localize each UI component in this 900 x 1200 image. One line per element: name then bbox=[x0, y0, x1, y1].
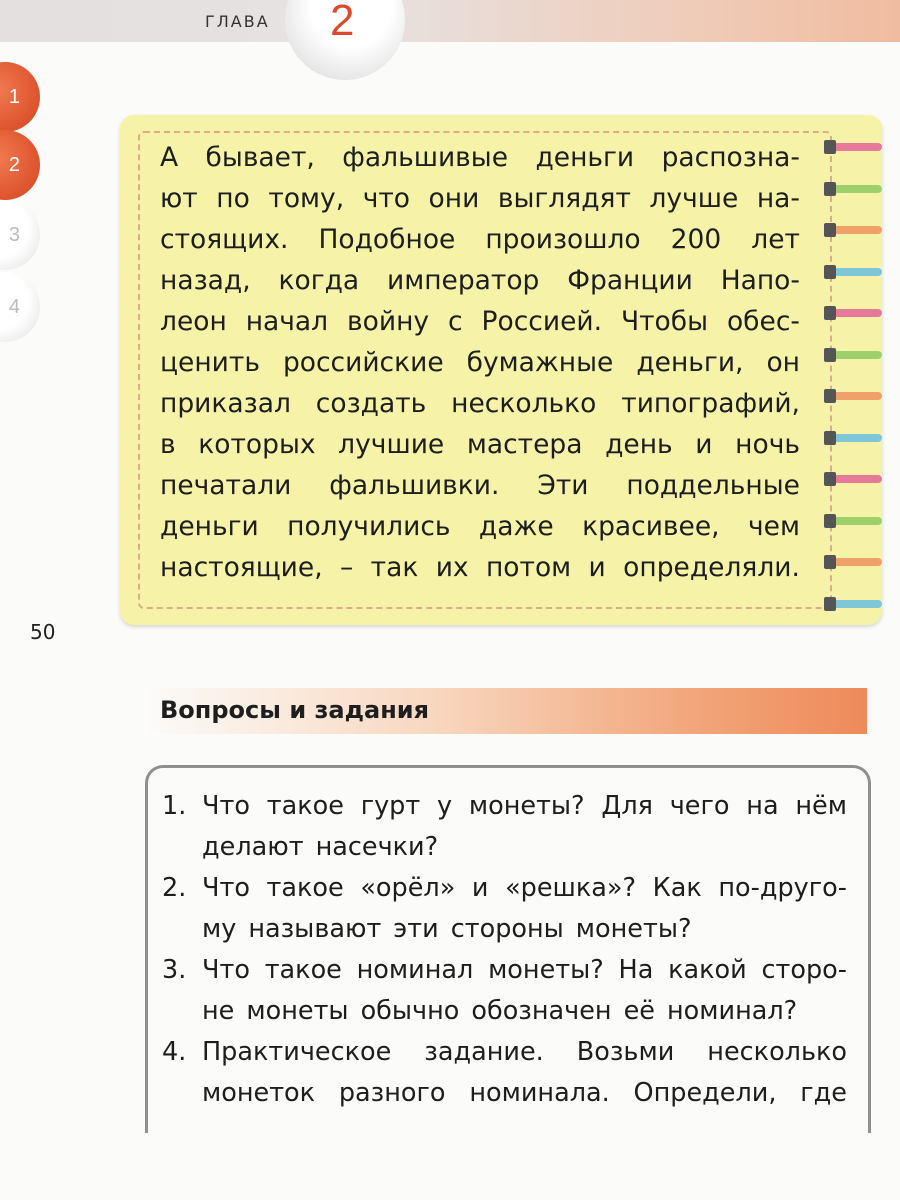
word: Возьми bbox=[576, 1037, 675, 1067]
word: монеты? bbox=[468, 791, 585, 821]
spiral-ring bbox=[824, 143, 882, 151]
word: распозна- bbox=[661, 142, 800, 173]
word: российские bbox=[282, 347, 444, 378]
word: какой bbox=[668, 955, 747, 985]
word: Что bbox=[202, 873, 250, 903]
word: тому, bbox=[268, 183, 345, 214]
word: на- bbox=[756, 183, 800, 214]
word: лучшие bbox=[338, 429, 445, 460]
word: такое bbox=[266, 873, 344, 903]
word: назад, bbox=[160, 265, 251, 296]
spiral-ring bbox=[824, 351, 882, 359]
word: несколько bbox=[707, 1037, 847, 1067]
question-item bbox=[162, 950, 847, 1032]
word: бывает, bbox=[205, 142, 315, 173]
word: называют bbox=[248, 914, 382, 944]
question-line bbox=[202, 786, 847, 827]
word: мастера bbox=[466, 429, 583, 460]
question-number: 1. bbox=[162, 791, 187, 821]
spiral-ring bbox=[824, 392, 882, 400]
word: создать bbox=[315, 388, 427, 419]
note-text bbox=[160, 137, 800, 588]
word: Чтобы bbox=[620, 306, 709, 337]
word: в bbox=[160, 429, 176, 460]
word: начал bbox=[245, 306, 329, 337]
word: Россией. bbox=[481, 306, 603, 337]
word: несколько bbox=[451, 388, 597, 419]
fact-note-card bbox=[120, 115, 882, 625]
note-line bbox=[160, 547, 800, 588]
word: даже bbox=[478, 511, 554, 542]
word: день bbox=[605, 429, 673, 460]
word: красивее, bbox=[582, 511, 720, 542]
question-line bbox=[202, 909, 847, 950]
word: ют bbox=[160, 183, 198, 214]
note-line bbox=[160, 137, 800, 178]
question-line bbox=[202, 1032, 847, 1073]
word: гурт bbox=[360, 791, 421, 821]
word: её bbox=[623, 996, 655, 1026]
question-line bbox=[202, 991, 847, 1032]
chapter-label: ГЛАВА bbox=[205, 12, 270, 31]
question-item bbox=[162, 1032, 847, 1114]
word: у bbox=[437, 791, 453, 821]
spiral-rings bbox=[824, 143, 882, 641]
word: Как bbox=[652, 873, 702, 903]
note-line bbox=[160, 506, 800, 547]
word: монеток bbox=[202, 1078, 316, 1108]
word: насечки? bbox=[315, 832, 439, 862]
note-line bbox=[160, 301, 800, 342]
question-item bbox=[162, 868, 847, 950]
word: выглядят bbox=[497, 183, 631, 214]
note-line bbox=[160, 424, 800, 465]
word: произошло bbox=[485, 224, 641, 255]
question-line bbox=[202, 950, 847, 991]
spiral-ring bbox=[824, 309, 882, 317]
word: Эти bbox=[537, 470, 589, 501]
word: – bbox=[340, 552, 354, 583]
word: ценить bbox=[160, 347, 260, 378]
word: номинал? bbox=[666, 996, 798, 1026]
section-heading-bar bbox=[145, 688, 867, 734]
note-line bbox=[160, 260, 800, 301]
word: лет bbox=[751, 224, 800, 255]
word: настоящие, bbox=[160, 552, 323, 583]
word: и bbox=[695, 429, 713, 460]
word: бумажные bbox=[466, 347, 614, 378]
word: делают bbox=[202, 832, 304, 862]
word: номинал bbox=[356, 955, 474, 985]
word: Франции bbox=[567, 265, 693, 296]
question-line bbox=[202, 868, 847, 909]
note-line bbox=[160, 178, 800, 219]
spiral-ring bbox=[824, 558, 882, 566]
word: му bbox=[202, 914, 237, 944]
word: получились bbox=[287, 511, 451, 542]
section-tab-2[interactable]: 2 bbox=[0, 130, 40, 200]
note-line bbox=[160, 465, 800, 506]
word: войну bbox=[347, 306, 430, 337]
question-number: 3. bbox=[162, 955, 187, 985]
word: они bbox=[428, 183, 480, 214]
word: стоящих. bbox=[160, 224, 289, 255]
word: он bbox=[766, 347, 800, 378]
spiral-ring bbox=[824, 185, 882, 193]
word: Для bbox=[601, 791, 653, 821]
question-item bbox=[162, 786, 847, 868]
word: обозначен bbox=[471, 996, 612, 1026]
word: нём bbox=[795, 791, 847, 821]
word: по-друго- bbox=[718, 873, 847, 903]
spiral-ring bbox=[824, 434, 882, 442]
word: с bbox=[448, 306, 463, 337]
word: обычно bbox=[360, 996, 460, 1026]
word: типографий, bbox=[621, 388, 800, 419]
word: эти bbox=[393, 914, 439, 944]
chapter-header-bar bbox=[0, 0, 900, 42]
word: не bbox=[202, 996, 235, 1026]
word: деньги bbox=[160, 511, 259, 542]
word: которых bbox=[198, 429, 316, 460]
word: такое bbox=[264, 955, 342, 985]
section-tab-1[interactable]: 1 bbox=[0, 62, 40, 132]
chapter-number: 2 bbox=[330, 0, 355, 45]
word: номинала. bbox=[469, 1078, 610, 1108]
section-heading: Вопросы и задания bbox=[160, 696, 430, 724]
word: А bbox=[160, 142, 179, 173]
word: на bbox=[746, 791, 779, 821]
spiral-ring bbox=[824, 268, 882, 276]
word: такое bbox=[266, 791, 344, 821]
word: Определи, bbox=[633, 1078, 777, 1108]
question-text bbox=[202, 786, 847, 868]
word: император bbox=[387, 265, 540, 296]
word: их bbox=[435, 552, 469, 583]
question-number: 4. bbox=[162, 1037, 187, 1067]
spiral-ring bbox=[824, 226, 882, 234]
word: Что bbox=[202, 955, 250, 985]
word: задание. bbox=[424, 1037, 544, 1067]
word: что bbox=[362, 183, 410, 214]
word: так bbox=[370, 552, 419, 583]
word: Практическое bbox=[202, 1037, 392, 1067]
note-line bbox=[160, 383, 800, 424]
word: стороны bbox=[450, 914, 564, 944]
question-text bbox=[202, 868, 847, 950]
word: фальшивки. bbox=[329, 470, 500, 501]
word: На bbox=[618, 955, 654, 985]
word: деньги, bbox=[636, 347, 744, 378]
word: монеты? bbox=[575, 914, 692, 944]
question-text bbox=[202, 950, 847, 1032]
word: «решка»? bbox=[505, 873, 637, 903]
word: «орёл» bbox=[360, 873, 456, 903]
word: ночь bbox=[735, 429, 800, 460]
word: разного bbox=[338, 1078, 446, 1108]
spiral-ring bbox=[824, 517, 882, 525]
word: леон bbox=[160, 306, 227, 337]
word: и bbox=[588, 552, 606, 583]
question-line bbox=[202, 1073, 847, 1114]
question-text bbox=[202, 1032, 847, 1114]
word: приказал bbox=[160, 388, 291, 419]
word: и bbox=[471, 873, 489, 903]
section-tab-3[interactable]: 3 bbox=[0, 200, 40, 270]
word: Напо- bbox=[720, 265, 800, 296]
word: определяли. bbox=[623, 552, 800, 583]
word: 200 bbox=[670, 224, 722, 255]
questions-list bbox=[162, 786, 847, 1114]
note-line bbox=[160, 219, 800, 260]
word: чего bbox=[669, 791, 730, 821]
word: поддельные bbox=[626, 470, 800, 501]
word: чем bbox=[748, 511, 800, 542]
word: когда bbox=[278, 265, 360, 296]
note-line bbox=[160, 342, 800, 383]
word: лучше bbox=[649, 183, 739, 214]
word: где bbox=[800, 1078, 847, 1108]
word: потом bbox=[485, 552, 572, 583]
word: Что bbox=[202, 791, 250, 821]
question-number: 2. bbox=[162, 873, 187, 903]
word: по bbox=[216, 183, 250, 214]
word: Подобное bbox=[318, 224, 456, 255]
spiral-ring bbox=[824, 475, 882, 483]
word: деньги bbox=[535, 142, 635, 173]
word: монеты? bbox=[488, 955, 604, 985]
word: фальшивые bbox=[342, 142, 509, 173]
section-tab-4[interactable]: 4 bbox=[0, 272, 40, 342]
word: сторо- bbox=[761, 955, 847, 985]
spiral-ring bbox=[824, 600, 882, 608]
word: монеты bbox=[246, 996, 349, 1026]
page-number: 50 bbox=[30, 620, 56, 644]
word: печатали bbox=[160, 470, 292, 501]
question-line bbox=[202, 827, 847, 868]
word: обес- bbox=[726, 306, 800, 337]
